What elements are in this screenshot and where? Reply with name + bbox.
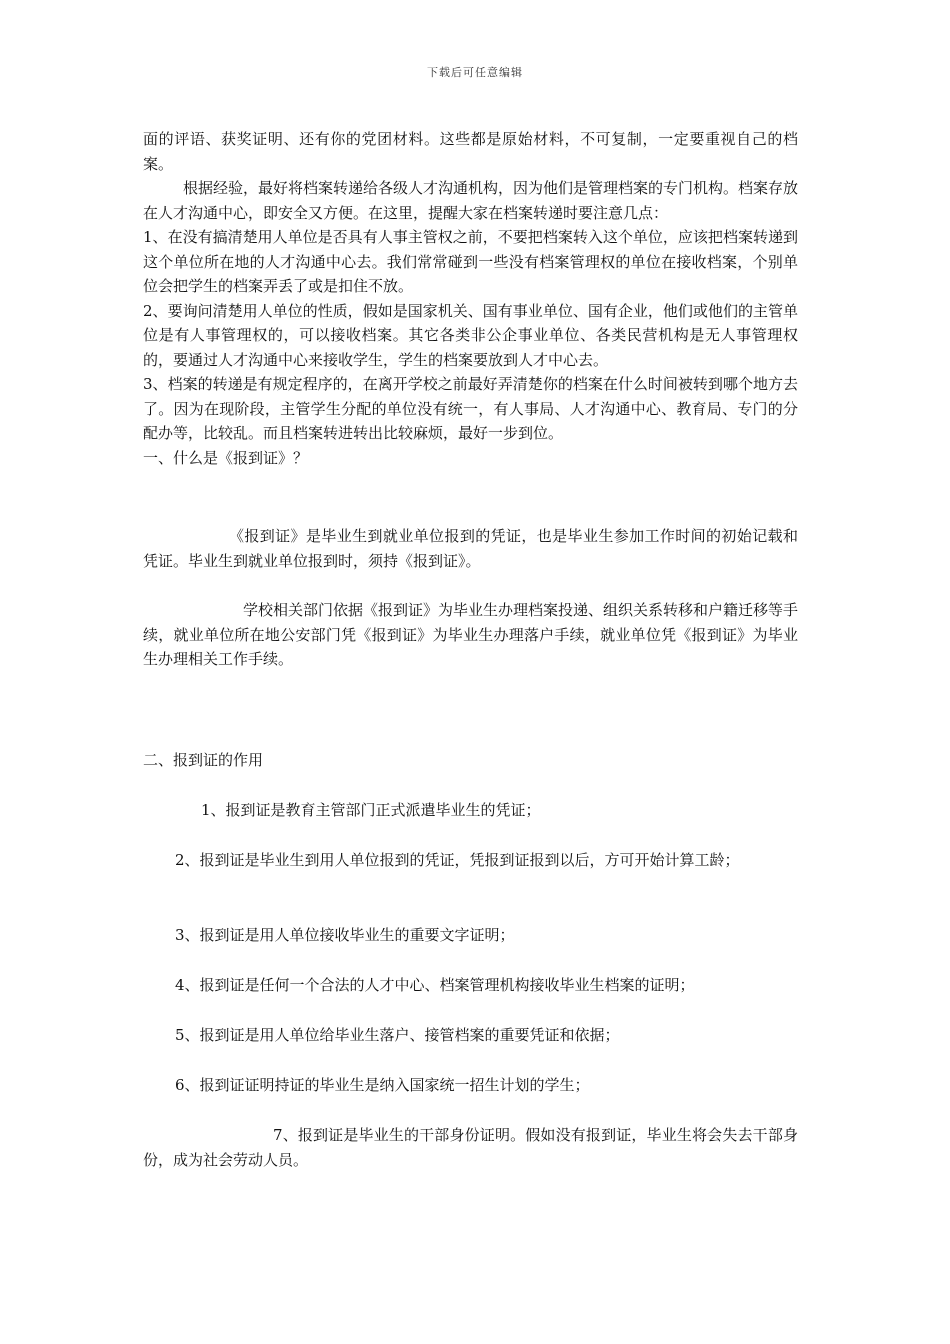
role-item-6: 6、报到证证明持证的毕业生是纳入国家统一招生计划的学生； [175, 1076, 590, 1094]
section1-paragraph-1: 《报到证》是毕业生到就业单位报到的凭证，也是毕业生参加工作时间的初始记载和凭证。毕业生到就业单位报到时，须持《报到证》。 [143, 527, 798, 570]
role-item-3: 3、报到证是用人单位接收毕业生的重要文字证明； [175, 926, 515, 944]
role-item-4: 4、报到证是任何一个合法的人才中心、档案管理机构接收毕业生档案的证明； [175, 976, 695, 994]
role-item-1-wrap [143, 798, 798, 823]
list-item-1: 1、在没有搞清楚用人单位是否具有人事主管权之前，不要把档案转入这个单位，应该把档案转递到这个单位所在地的人才沟通中心去。我们常常碰到一些没有档案管理权的单位在接收档案，个别单位会把学生的档案弄丢了或是扣住不放。 [143, 228, 798, 295]
role-item-6-wrap [143, 1073, 798, 1098]
role-item-1: 1、报到证是教育主管部门正式派遣毕业生的凭证； [201, 801, 541, 819]
role-item-4-wrap [143, 973, 798, 998]
role-item-2-wrap [143, 848, 798, 873]
section1-paragraph-2: 学校相关部门依据《报到证》为毕业生办理档案投递、组织关系转移和户籍迁移等手续，就业单位所在地公安部门凭《报到证》为毕业生办理落户手续，就业单位凭《报到证》为毕业生办理相关工作手续。 [143, 601, 799, 668]
role-item-5: 5、报到证是用人单位给毕业生落户、接管档案的重要凭证和依据； [175, 1026, 620, 1044]
section2-heading-wrap [143, 748, 798, 773]
role-item-2: 2、报到证是毕业生到用人单位报到的凭证，凭报到证报到以后，方可开始计算工龄； [175, 851, 740, 869]
role-item-7: 7、报到证是毕业生的干部身份证明。假如没有报到证，毕业生将会失去干部身份，成为社会劳动人员。 [143, 1126, 798, 1169]
list-item-3: 3、档案的转递是有规定程序的，在离开学校之前最好弄清楚你的档案在什么时间被转到哪个地方去了。因为在现阶段，主管学生分配的单位没有统一，有人事局、人才沟通中心、教育局、专门的分配办等，比较乱。而且档案转进转出比较麻烦，最好一步到位。 [143, 375, 798, 442]
list-item-2: 2、要询问清楚用人单位的性质，假如是国家机关、国有事业单位、国有企业，他们或他们的主管单位是有人事管理权的，可以接收档案。其它各类非公企事业单位、各类民营机构是无人事管理权的，要通过人才沟通中心来接收学生，学生的档案要放到人才中心去。 [143, 301, 798, 369]
section2-heading: 二、报到证的作用 [143, 751, 264, 769]
intro-paragraph-1: 面的评语、获奖证明、还有你的党团材料。这些都是原始材料，不可复制，一定要重视自己的档案。 [143, 130, 798, 173]
role-item-5-wrap [143, 1023, 798, 1048]
section1-paragraph-1-wrap [143, 524, 798, 573]
heading-what-is-report-card: 一、什么是《报到证》？ [143, 448, 309, 467]
role-item-3-wrap [143, 923, 798, 948]
intro-block [143, 127, 798, 470]
role-item-7-wrap [143, 1123, 798, 1172]
page-header-note: 下载后可任意编辑 [427, 66, 523, 79]
section1-paragraph-2-wrap [143, 598, 798, 672]
intro-paragraph-2: 根据经验，最好将档案转递给各级人才沟通机构，因为他们是管理档案的专门机构。档案存放在人才沟通中心，即安全又方便。在这里，提醒大家在档案转递时要注意几点： [143, 179, 799, 222]
